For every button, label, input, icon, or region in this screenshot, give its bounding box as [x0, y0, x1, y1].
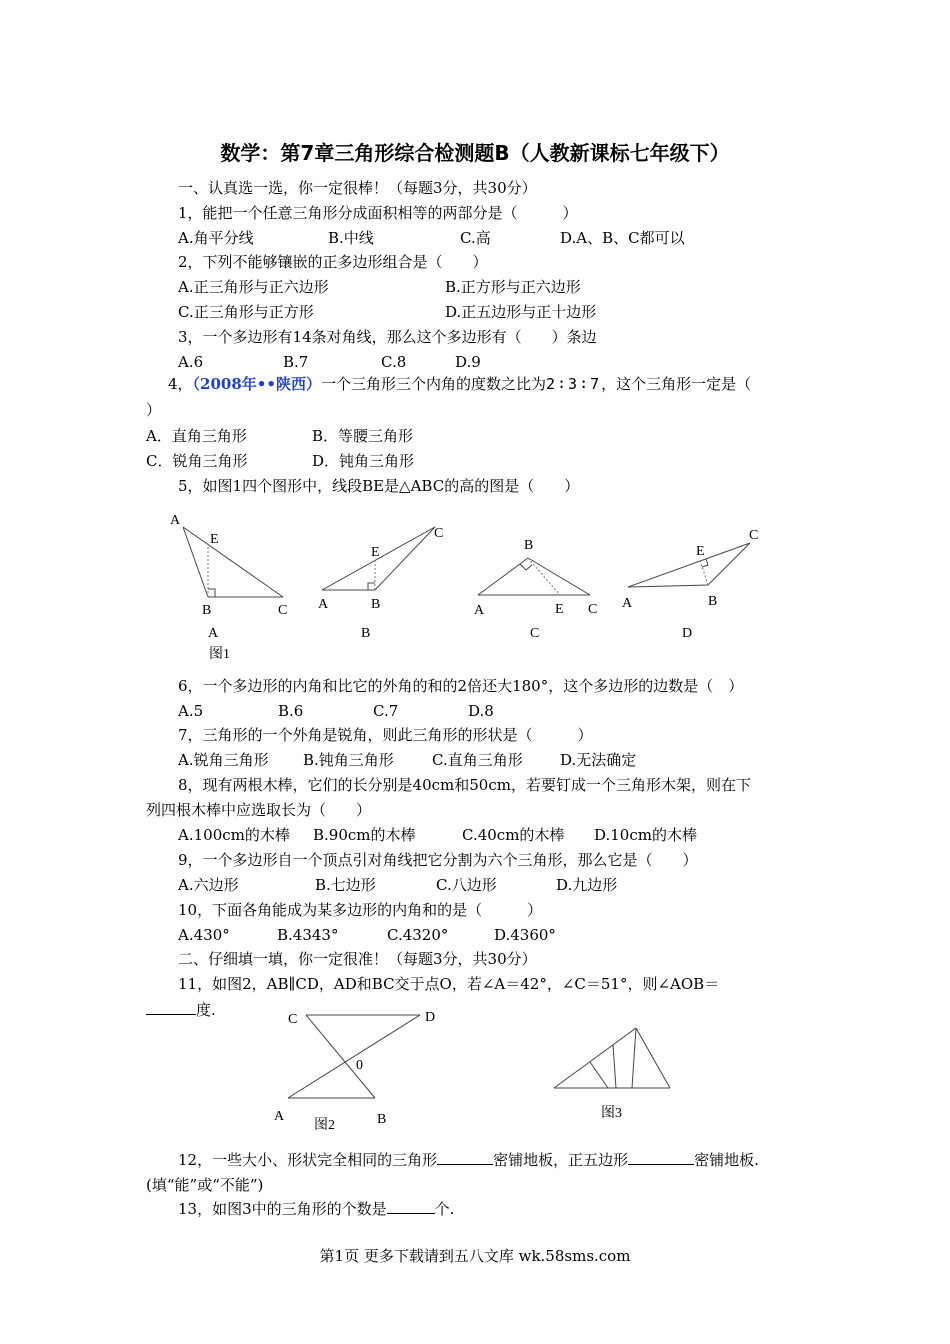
question-4-option-a: A．直角三角形: [146, 427, 247, 445]
question-10-option-d: D.4360°: [494, 926, 556, 944]
question-2-option-a: A.正三角形与正六边形: [178, 278, 329, 296]
page-title: 数学：第7章三角形综合检测题B（人教新课标七年级下）: [220, 141, 730, 165]
fig2-label-a: A: [274, 1109, 285, 1124]
question-6-option-a: A.5: [178, 702, 204, 720]
question-11-blank[interactable]: [146, 1000, 196, 1015]
question-2-option-d: D.正五边形与正十边形: [445, 303, 597, 321]
question-8-option-a: A.100cm的木棒: [178, 826, 290, 844]
question-9-stem: 9，一个多边形自一个顶点引对角线把它分割为六个三角形，那么它是（ ）: [178, 851, 698, 869]
fig3-left-side: [554, 1028, 636, 1088]
figure-1-diagram-a: [170, 513, 287, 618]
question-8-option-b: B.90cm的木棒: [313, 826, 416, 844]
fig3-right-side: [636, 1028, 670, 1088]
question-4-close-paren: ）: [146, 401, 162, 419]
question-6-option-d: D.8: [468, 702, 494, 720]
question-11-answer-line: [146, 1000, 216, 1020]
question-4-text: 一个三角形三个内角的度数之比为: [320, 375, 546, 393]
fig1b-label-c: C: [434, 526, 444, 541]
fig2-label-c: C: [288, 1012, 298, 1027]
question-9-option-d: D.九边形: [556, 876, 618, 894]
question-12-blank-2[interactable]: [628, 1150, 694, 1165]
fig1c-right-angle-mark: [520, 564, 532, 570]
fig1c-label-a: A: [474, 603, 485, 618]
question-6-option-b: B.6: [278, 702, 304, 720]
question-10-option-b: B.4343°: [277, 926, 339, 944]
fig1b-label-e: E: [371, 545, 380, 560]
question-9-option-b: B.七边形: [315, 876, 376, 894]
question-12-text-2: 密铺地板，正五边形: [493, 1151, 629, 1169]
question-7-option-b: B.钝角三角形: [303, 751, 394, 769]
question-1-stem: 1，能把一个任意三角形分成面积相等的两部分是（ ）: [178, 204, 578, 222]
fig1d-label-a: A: [622, 596, 633, 611]
fig2-label-d: D: [425, 1010, 436, 1025]
fig1-option-label-a: A: [208, 626, 219, 641]
question-10-option-a: A.430°: [178, 926, 230, 944]
question-7-option-d: D.无法确定: [560, 751, 637, 769]
fig1d-label-c: C: [749, 528, 759, 543]
fig1-option-label-c: C: [530, 626, 540, 641]
fig2-segment-cb: [306, 1015, 375, 1098]
fig1c-side-ab: [478, 558, 528, 595]
question-4-stem: [168, 374, 751, 394]
fig1d-segment-be: [700, 560, 708, 585]
question-8-stem-line-2: 列四根木棒中应选取长为（ ）: [146, 801, 372, 819]
question-6-stem: 6，一个多边形的内角和比它的外角的和的2倍还大180°，这个多边形的边数是（ ）: [178, 677, 744, 695]
figure-3: [550, 1020, 680, 1125]
fig3-inner-line-2: [613, 1045, 616, 1088]
fig1a-label-c: C: [278, 603, 288, 618]
fig1b-label-a: A: [318, 597, 329, 612]
fig1b-side-bc: [375, 527, 435, 590]
question-1-option-b: B.中线: [328, 229, 374, 247]
question-11-stem: 11，如图2，AB∥CD，AD和BC交于点O，若∠A＝42°，∠C＝51°，则∠AOB＝: [178, 975, 720, 993]
question-1-option-d: D.A、B、C都可以: [560, 229, 685, 247]
fig2-label-o: 0: [356, 1058, 363, 1073]
fig2-label-b: B: [377, 1112, 387, 1127]
question-4-ratio: 2∶3∶7: [546, 375, 602, 393]
question-4-option-b: B．等腰三角形: [312, 427, 414, 445]
question-9-option-c: C.八边形: [436, 876, 497, 894]
question-13-text-2: 个.: [434, 1200, 455, 1218]
fig1c-label-e: E: [555, 602, 564, 617]
fig1a-label-e: E: [210, 532, 219, 547]
fig1c-segment-be: [528, 558, 560, 595]
figure-1-diagram-b: [318, 526, 443, 612]
question-4-option-c: C．锐角三角形: [146, 452, 248, 470]
question-6-option-c: C.7: [373, 702, 399, 720]
question-12-text-3: 密铺地板.: [694, 1151, 759, 1169]
question-3-option-c: C.8: [381, 353, 407, 371]
fig1-caption: 图1: [209, 647, 230, 662]
figure-1-diagram-d: [622, 528, 758, 611]
question-9-option-a: A.六边形: [178, 876, 239, 894]
question-13-text-1: 13，如图3中的三角形的个数是: [178, 1200, 387, 1218]
fig3-inner-line-1: [632, 1028, 636, 1088]
fig1d-side-bc: [708, 543, 750, 585]
question-12-blank-1[interactable]: [437, 1150, 493, 1165]
fig3-inner-line-3: [590, 1062, 608, 1088]
question-4-option-d: D．钝角三角形: [312, 452, 415, 470]
question-1-option-a: A.角平分线: [178, 229, 254, 247]
fig1c-label-b: B: [524, 538, 534, 553]
question-7-option-c: C.直角三角形: [432, 751, 523, 769]
fig1-option-label-b: B: [361, 626, 371, 641]
page-footer: 第1页 更多下载请到五八文库 wk.58sms.com: [319, 1247, 631, 1265]
question-12-stem: [178, 1150, 759, 1170]
section-1-heading: 一、认真选一选，你一定很棒！（每题3分，共30分）: [178, 179, 537, 197]
question-3-option-d: D.9: [455, 353, 481, 371]
question-8-option-c: C.40cm的木棒: [462, 826, 565, 844]
fig3-caption: 图3: [601, 1106, 622, 1121]
question-4-source: （2008年••陕西）: [192, 375, 321, 393]
question-7-stem: 7，三角形的一个外角是锐角，则此三角形的形状是（ ）: [178, 726, 593, 744]
question-3-option-b: B.7: [283, 353, 309, 371]
question-10-option-c: C.4320°: [387, 926, 449, 944]
question-3-option-a: A.6: [178, 353, 204, 371]
fig1a-side-ac: [183, 527, 283, 597]
fig1a-label-a: A: [170, 513, 181, 528]
question-13-blank[interactable]: [387, 1199, 435, 1214]
question-1-option-c: C.高: [460, 229, 491, 247]
fig1d-side-ab: [628, 585, 708, 587]
fig1c-label-c: C: [588, 602, 598, 617]
fig1b-right-angle-mark: [368, 583, 375, 590]
question-13-stem: [178, 1199, 454, 1219]
fig1a-right-angle-mark: [208, 589, 215, 597]
question-2-option-c: C.正三角形与正方形: [178, 303, 314, 321]
figure-2: [270, 1003, 445, 1133]
fig1d-side-ac: [628, 543, 750, 587]
question-8-stem-line-1: 8，现有两根木棒，它们的长分别是40cm和50cm，若要钉成一个三角形木架，则在下: [178, 776, 751, 794]
question-4-number: 4，: [168, 375, 193, 393]
question-12-text-1: 12，一些大小、形状完全相同的三角形: [178, 1151, 438, 1169]
fig1c-side-bc: [528, 558, 590, 595]
fig1a-label-b: B: [202, 603, 212, 618]
question-11-unit: 度.: [196, 1001, 216, 1019]
figure-1-diagram-c: [474, 538, 597, 618]
fig2-segment-da: [288, 1015, 420, 1098]
fig1d-label-b: B: [708, 594, 718, 609]
question-2-option-b: B.正方形与正六边形: [445, 278, 581, 296]
fig2-caption: 图2: [314, 1118, 335, 1133]
section-2-heading: 二、仔细填一填，你一定很准！（每题3分，共30分）: [178, 950, 537, 968]
fig1a-side-ab: [183, 527, 208, 597]
question-10-stem: 10，下面各角能成为某多边形的内角和的是（ ）: [178, 901, 543, 919]
figure-1: [160, 505, 780, 665]
fig1-option-label-d: D: [682, 626, 693, 641]
question-5-stem: 5，如图1四个图形中，线段BE是△ABC的高的图是（ ）: [178, 477, 580, 495]
fig1d-label-e: E: [696, 544, 705, 559]
question-7-option-a: A.锐角三角形: [178, 751, 269, 769]
question-12-hint: (填“能”或“不能”): [146, 1176, 264, 1194]
question-4-text-end: ，这个三角形一定是（: [601, 375, 752, 393]
question-3-stem: 3，一个多边形有14条对角线，那么这个多边形有（ ）条边: [178, 328, 597, 346]
fig1b-label-b: B: [371, 597, 381, 612]
question-2-stem: 2，下列不能够镶嵌的正多边形组合是（ ）: [178, 253, 488, 271]
question-8-option-d: D.10cm的木棒: [594, 826, 697, 844]
